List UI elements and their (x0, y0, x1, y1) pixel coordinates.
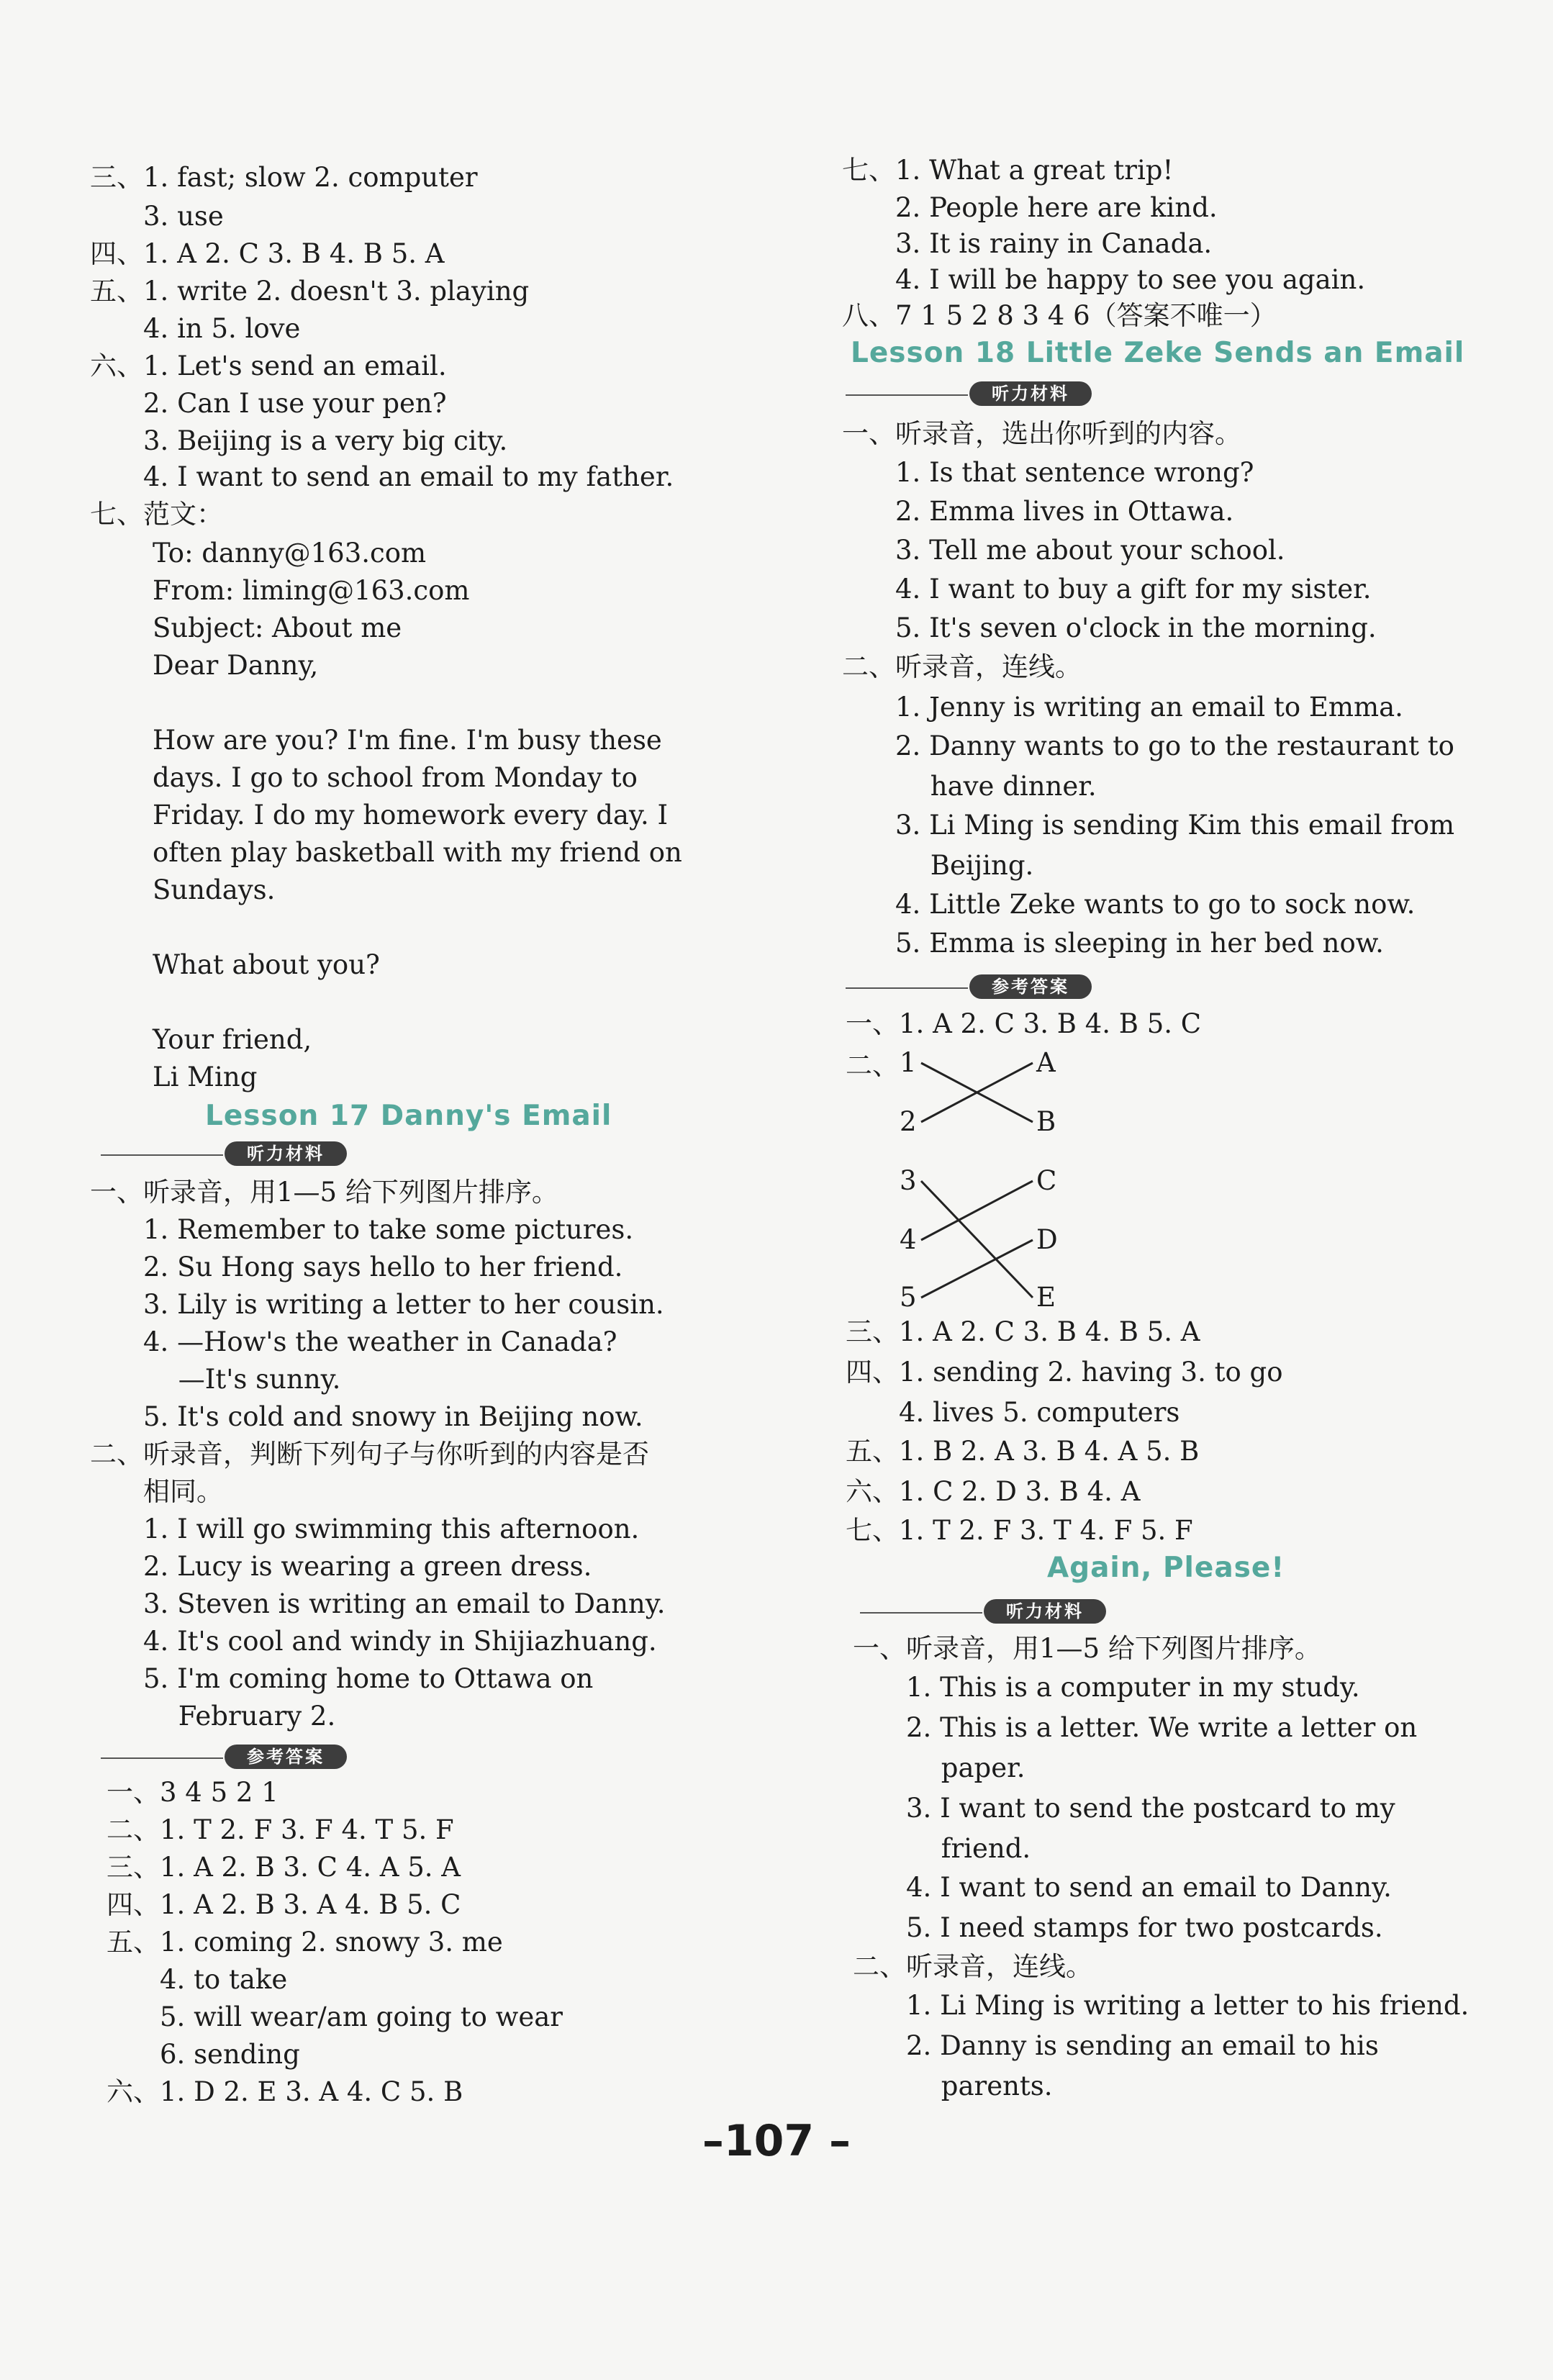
essay-line: often play basketball with my friend on (153, 837, 682, 868)
listening-line: 2. Lucy is wearing a green dress. (90, 1551, 592, 1582)
essay-line: How are you? I'm fine. I'm busy these (153, 725, 662, 756)
answer-line: 三、1. A 2. B 3. C 4. A 5. A (107, 1852, 461, 1883)
match-right-label: A (1036, 1047, 1056, 1078)
essay-line: To: danny@163.com (153, 538, 427, 569)
listening-line: 4. It's cool and windy in Shijiazhuang. (90, 1626, 657, 1657)
listening-line: 1. Remember to take some pictures. (90, 1214, 634, 1245)
listening-line: 5. Emma is sleeping in her bed now. (842, 928, 1384, 959)
listening-line: 4. I want to buy a gift for my sister. (842, 574, 1372, 605)
listening-line: 5. It's seven o'clock in the morning. (842, 612, 1377, 643)
answer-line: 3. It is rainy in Canada. (842, 228, 1213, 259)
listening-line: 二、听录音，连线。 (842, 651, 1082, 682)
answer-line: 3. Beijing is a very big city. (90, 425, 508, 456)
essay-line: Li Ming (153, 1062, 258, 1092)
listening-line: 一、听录音，用1—5 给下列图片排序。 (853, 1633, 1321, 1664)
listening-line: 5. It's cold and snowy in Beijing now. (90, 1401, 643, 1432)
answer-line: 4. I will be happy to see you again. (842, 264, 1366, 295)
essay-line: days. I go to school from Monday to (153, 762, 638, 793)
match-left-label: 5 (900, 1282, 917, 1313)
listening-line: 3. Li Ming is sending Kim this email from (842, 810, 1455, 841)
answer-line: 六、1. Let's send an email. (90, 350, 447, 381)
listening-line: 二、听录音，判断下列句子与你听到的内容是否 (90, 1439, 649, 1470)
match-line (921, 1181, 1033, 1298)
listening-line: —It's sunny. (90, 1364, 341, 1395)
answer-line: 四、1. A 2. C 3. B 4. B 5. A (90, 238, 445, 269)
essay-line: What about you? (153, 949, 380, 980)
answer-line: 五、1. write 2. doesn't 3. playing (90, 276, 530, 307)
tag-label: 听力材料 (225, 1141, 347, 1166)
match-right-label: C (1036, 1165, 1057, 1196)
listening-line: 2. Danny is sending an email to his (853, 2030, 1379, 2061)
answer-line: 四、1. sending 2. having 3. to go (846, 1357, 1283, 1388)
tag-label: 听力材料 (984, 1599, 1106, 1624)
answer-line: 三、1. A 2. C 3. B 4. B 5. A (846, 1316, 1200, 1347)
listening-line: 二、听录音，连线。 (853, 1951, 1092, 1982)
match-right-label: B (1036, 1106, 1056, 1137)
essay-line: From: liming@163.com (153, 575, 470, 606)
essay-line: Friday. I do my homework every day. I (153, 800, 669, 831)
match-right-label: D (1036, 1224, 1058, 1255)
listening-line: 4. I want to send an email to Danny. (853, 1872, 1392, 1903)
again-please-title: Again, Please! (1047, 1552, 1285, 1584)
reference-answer-tag (846, 974, 1093, 1000)
listening-line: 1. Li Ming is writing a letter to his friend. (853, 1990, 1470, 2021)
tag-label: 参考答案 (225, 1745, 347, 1769)
listening-line: 1. Jenny is writing an email to Emma. (842, 692, 1403, 723)
match-left-label: 3 (900, 1165, 917, 1196)
match-left-label: 1 (900, 1047, 917, 1078)
listening-line: 1. This is a computer in my study. (853, 1672, 1360, 1703)
answer-line: 六、1. C 2. D 3. B 4. A (846, 1476, 1141, 1507)
listening-line: 2. Su Hong says hello to her friend. (90, 1252, 623, 1282)
lesson-17-title: Lesson 17 Danny's Email (205, 1100, 612, 1132)
answer-line: 四、1. A 2. B 3. A 4. B 5. C (107, 1889, 461, 1920)
matching-diagram (900, 1045, 1115, 1318)
listening-line: 5. I'm coming home to Ottawa on (90, 1663, 594, 1694)
essay-line: Dear Danny, (153, 650, 319, 681)
answer-line: 4. in 5. love (90, 313, 301, 344)
listening-line: Beijing. (842, 850, 1034, 881)
match-left-label: 2 (900, 1106, 917, 1137)
listening-line: 4. —How's the weather in Canada? (90, 1326, 617, 1357)
answer-line: 2. Can I use your pen? (90, 388, 447, 419)
listening-line: parents. (853, 2071, 1053, 2101)
listening-line: 2. Emma lives in Ottawa. (842, 496, 1234, 527)
essay-line: Your friend, (153, 1024, 312, 1055)
listening-line: 一、听录音，用1—5 给下列图片排序。 (90, 1177, 558, 1208)
answer-line: 6. sending (107, 2039, 300, 2070)
listening-line: February 2. (90, 1701, 336, 1732)
listening-line: 3. I want to send the postcard to my (853, 1793, 1395, 1824)
match-right-label: E (1036, 1282, 1056, 1313)
answer-line: 五、1. coming 2. snowy 3. me (107, 1927, 503, 1958)
answer-line: 4. to take (107, 1964, 288, 1995)
lesson-18-title: Lesson 18 Little Zeke Sends an Email (851, 337, 1465, 369)
answer-line: 五、1. B 2. A 3. B 4. A 5. B (846, 1436, 1200, 1467)
listening-line: 5. I need stamps for two postcards. (853, 1912, 1383, 1943)
listening-line: 一、听录音，选出你听到的内容。 (842, 418, 1241, 449)
listening-line: friend. (853, 1833, 1031, 1864)
listening-line: have dinner. (842, 771, 1097, 802)
tag-label: 听力材料 (969, 381, 1092, 406)
listening-line: paper. (853, 1752, 1025, 1783)
answer-line: 一、1. A 2. C 3. B 4. B 5. C (846, 1008, 1202, 1039)
answer-line: 4. lives 5. computers (846, 1397, 1180, 1428)
answer-line: 3. use (90, 201, 224, 232)
answer-line: 一、3 4 5 2 1 (107, 1777, 279, 1808)
essay-line: Sundays. (153, 874, 276, 905)
listening-material-tag (860, 1599, 1108, 1625)
tag-label: 参考答案 (969, 974, 1092, 999)
match-lines (900, 1045, 1115, 1318)
essay-line: Subject: About me (153, 612, 402, 643)
answer-line: 八、7 1 5 2 8 3 4 6（答案不唯一） (842, 300, 1277, 331)
listening-line: 2. Danny wants to go to the restaurant to (842, 730, 1454, 761)
answer-prefix: 二、 (846, 1050, 899, 1081)
listening-line: 3. Tell me about your school. (842, 535, 1285, 566)
listening-line: 4. Little Zeke wants to go to sock now. (842, 889, 1416, 920)
answer-line: 六、1. D 2. E 3. A 4. C 5. B (107, 2076, 463, 2107)
listening-line: 1. I will go swimming this afternoon. (90, 1513, 640, 1544)
listening-line: 1. Is that sentence wrong? (842, 457, 1254, 488)
answer-line: 5. will wear/am going to wear (107, 2001, 563, 2032)
listening-line: 3. Lily is writing a letter to her cousin. (90, 1289, 664, 1320)
match-line (921, 1181, 1033, 1240)
answer-line: 2. People here are kind. (842, 192, 1218, 223)
match-line (921, 1240, 1033, 1298)
match-left-label: 4 (900, 1224, 917, 1255)
listening-material-tag (101, 1141, 348, 1167)
listening-material-tag (846, 381, 1093, 407)
answer-line: 七、范文： (90, 499, 223, 530)
listening-line: 相同。 (90, 1476, 223, 1507)
answer-line: 二、1. T 2. F 3. F 4. T 5. F (107, 1814, 454, 1845)
reference-answer-tag (101, 1745, 348, 1770)
listening-line: 3. Steven is writing an email to Danny. (90, 1588, 666, 1619)
answer-line: 七、1. What a great trip! (842, 155, 1174, 186)
page-number: –107 – (702, 2116, 851, 2166)
answer-line: 4. I want to send an email to my father. (90, 461, 674, 492)
answer-line: 七、1. T 2. F 3. T 4. F 5. F (846, 1515, 1193, 1546)
answer-line: 三、1. fast; slow 2. computer (90, 162, 478, 193)
listening-line: 2. This is a letter. We write a letter on (853, 1712, 1418, 1743)
